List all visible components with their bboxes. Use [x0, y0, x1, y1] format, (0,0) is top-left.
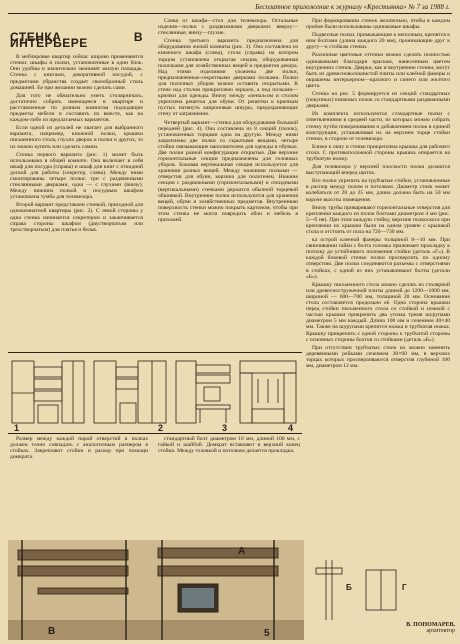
- paragraph: Размер между каждой парой отверстий в полках должен точно совпадать с аналогичным размером в стойках. Закрепляют стойки и раскор при помощи домкрата.: [10, 436, 148, 461]
- article-column-2: [158, 18, 298, 346]
- figure-label-3: 3: [222, 423, 228, 433]
- figure-label-4: 4: [288, 423, 294, 433]
- figure-label-a: А: [238, 546, 246, 557]
- paragraph: Второй вариант представлен стенкой, пригодной для однокомнатной квартиры (рис. 2). С левой стороны у одна стенка начинается секретером и заканчивается справа стороны шкафом (двустворчатым или трехстворчатым) для платья и белья.: [10, 202, 143, 233]
- paragraph: стандартный болт диаметром 10 мм, длиной 100 мм, с гайкой и шайбой. Домкрат вставляют в верхний конец стойки. Между головкой и потолком делается прокладка.: [158, 436, 300, 455]
- wall-unit-svg: [8, 540, 304, 640]
- article-column-1: [10, 28, 143, 346]
- paragraph: ка острой клееной фанеры толщиной 8—10 мм. При свинчивании гайки с болта головка прижимает прокладку к потолку до устойчивого положения стойки (деталь «Г»). В каждой боковой стенке полки просверлить по одному отверстию. Две полки соединяются разъемы с отверстиями в стойках, с одной из них устанавливают болты (детали «Б»).: [306, 237, 450, 280]
- author-role: архитектор: [426, 628, 455, 634]
- variant-diagrams-svg: [8, 353, 302, 433]
- paragraph: Все полки укрепить на трубчатые стойки, установленные в распор между полом и потолком. Диаметр стоек может колебаться от 20 до 25 мм, длина должна быть на 50 мм короче высоты помещения.: [306, 178, 450, 203]
- paragraph: Для телевизора у верхней плоскости полки делаются выступающий вперед щиток.: [306, 164, 450, 177]
- paragraph: Подвесные полки, примыкающие к неполным, крепятся к ним болтами (длина каждого 20 мм), проникающие друг к другу—к стойкам стенки.: [306, 32, 450, 51]
- figure-label-b: Б: [346, 583, 352, 592]
- figure-label-v: В: [48, 626, 56, 637]
- paragraph: Различные цветовые оттенки можно сделать полностью одинаковыми благодаря краскам, нанесенным цветом внутренних стенок. Дверки, как и внутренние стенки, могут быть из древесноволокнистой плиты или клеёной фанеры и окрашены интерьерном—красного и синего или желтого цвета.: [306, 52, 450, 89]
- paragraph: Стенка на рис. 5 формируется из секций стандартных (покупных) книжных полок со стандартными раздвижными дверками.: [306, 91, 450, 110]
- paragraph: Стенка третьего варианта предназначена для оборудования жилой комнаты (рис. 3). Она составлена из книжного шкафа (слева), стола (справа) на котором торцом установлена открытая секция, оборудованная полочками для хозяйственных вещей и предметов декора. Над этими изделиями уложены две полки, предназначенные-секретными дверками полками. Полки для полочных уборов можно оставить открытыми. К стене над столом прикреплено зеркало, а под полками—крючки для одежды. Внизу между «пенал»ом и столом укреплена решетка для обуви. От решетки к крючкам пустых натянуть капроновые шнуры, предохраняющие стену от загрязнения.: [158, 38, 298, 118]
- paragraph: Из комплекта используются стандартные полки с ответвлениями в средней части, из которых можно собрать стенку путём поворачивания и добавлением полок в единой конструкции, устанавливая их на верхнем торце стойки стенки, в стороне от телевизора.: [306, 111, 450, 142]
- header-rule: [8, 13, 452, 14]
- paragraph: Слева от шкафа—стол для телевизора. Остальные изделия—полки с раздвижными дверками: вверху—стеклянные, внизу—глухие.: [158, 18, 298, 37]
- article-column-3: [306, 18, 450, 558]
- article-column-4: [10, 436, 148, 536]
- article-title: СТЕНКА В ИНТЕРЬЕРЕ: [10, 30, 143, 51]
- article-column-5: [158, 436, 300, 536]
- detail-figure: [306, 560, 454, 620]
- paragraph: Четвертый вариант—стенка для оборудования большой передней (рис. 4). Она составлена из 8 секций (полок), установленных торцами одна на другую. Между ними закреплены две полки со скрытыми вещами, четыре стойки связывающие наполнителем для одежды и обувью. Две полки разной конфигурации открытые. Две верхние горизонтальные секции предназначены для головных уборов. Боковая вертикальная секция используется для хранения разных вещей. Между нижними полками — отверстия для обуви, корзина для полотенец. Нижние секции с раздвижными (горизонтальными) и откидными (вертикальными) стенками держатся обычной торцевой обшивкой. Внутренние полки используются для хранения вещей, обуви и хозяйственных предметов. Внутреннюю поверхность стенки можно покрыть картоном, чтобы при этом стенка не могла повредить обои и мебель в прихожей.: [158, 119, 298, 223]
- paragraph: При формировании стенок желательно, чтобы в каждом проёме были использованы одинаковые шкафы.: [306, 18, 450, 31]
- wall-unit-illustration: [8, 540, 304, 640]
- detail-figure-svg: [306, 560, 454, 620]
- variant-diagrams: [8, 352, 302, 434]
- paragraph: В меблировке квартир сейчас широко применяются стенки: шкафы и полки, установленные в один блок. Они удобны и значительно экономят жилую площадь. Стенка с книгами, декоративной посудой, с предметами убранства создает своеобразный стиль домашней. Ее при желании можно сделать сами.: [10, 54, 143, 91]
- paragraph: Внизу трубы приваривают горизонтальные отверстия для крепления каждого из полок болтами диаметром 4 мм (рис. 5—б ив). При этом каждую стойку, верхние полкоскоса при креплении их крышки были на одном уровне с крышкой стола и отстоять от пола на 720—730 мм.: [306, 204, 450, 235]
- figure-label-g: Г: [402, 583, 407, 592]
- paragraph: Если одной из деталей не хватает для выбранного варианта, например, книжной полки, крышки письменного стола, глухих дверок и полки и других, то их можно купить или сделать самим.: [10, 125, 143, 150]
- author-signature: [400, 622, 455, 634]
- paragraph: Ближе к окну и стенке прикреплена крышка для рабочего стола. С противоположной стороны крышка опирается на трубчатую ножку.: [306, 143, 450, 162]
- paragraph: Крышку письменного стола можно сделать из столярной или древесностружечной плиты длиной до 1200—1600 мм, шириной — 600—700 мм, толщиной 20 мм. Основание стола составляется продольно её. Одна сторона крышки перед стойки письменного стола со стойкой и ножкой с частью крышки прикрепить два уголка тремя шурупами диаметром 5 мм каждый. Длина 100 мм и сечением 40×40 мм. Также на шурупами крепится ножка и трубчатая ножка. Крышку прикрепить с одной стороны к трубчатой стороны с основных стороны болтов со стойками (деталь «Б»).: [306, 281, 450, 343]
- page-header: Бесплатное приложение к журналу «Крестьянка» № 7 за 1988 г.: [255, 3, 450, 11]
- author-name: В. ПОНОМАРЕВ,: [406, 622, 455, 628]
- paragraph: При отсутствии трубчатых стоек их можно заменить деревянными рейками сечением 30×60 мм, в верхних торцах которых просверливаются отверстия глубиной 100 мм, диаметром 12 мм.: [306, 344, 450, 369]
- figure-label-5: 5: [264, 628, 270, 639]
- paragraph: Для того не обязательно уметь столярничать, достаточно собрать имеющиеся в квартире и расставленные по разным комнатам подходящие предметы мебели и составить их вместе, как на каждом-либо из предлагаемых вариантов.: [10, 92, 143, 124]
- paragraph: Стенка первого варианта (рис. 1) может быть использована в общей комнате. Она включает в себя шкаф для посуды (справа) и шкаф для книг с откидной доской для работы (секретер, слева). Между ними смонтированы четыре полки: три с раздвижными стеклянными дверками, одна — с глухими (внизу). Между нижним полкой и посудным шкафом установлена тумба для телевизора.: [10, 151, 143, 201]
- figure-label-1: 1: [14, 423, 20, 433]
- figure-label-2: 2: [158, 423, 164, 433]
